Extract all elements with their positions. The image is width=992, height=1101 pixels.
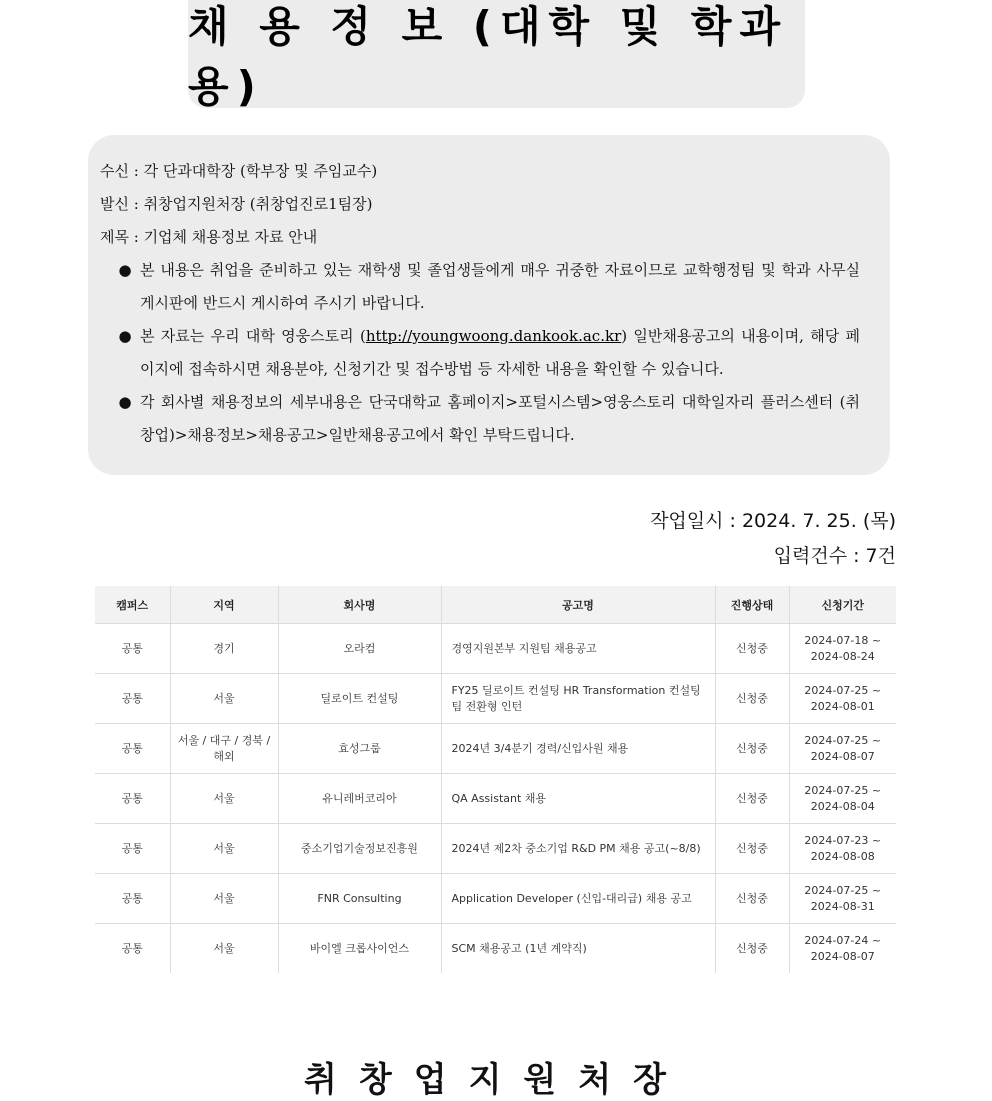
period-cell: 2024-07-25 ~ 2024-08-01 — [789, 674, 896, 724]
bullet-dot: ● — [118, 261, 132, 279]
title-banner — [188, 0, 805, 111]
company-cell: 오라컴 — [278, 624, 441, 674]
status-cell: 신청중 — [715, 824, 789, 874]
bullet-text — [140, 320, 870, 386]
bullet-dot: ● — [118, 393, 132, 411]
region-cell: 서울 — [170, 874, 278, 924]
company-cell: 딜로이트 컨설팅 — [278, 674, 441, 724]
sender-line: 발신 : 취창업지원처장 (취창업진로1팀장) — [100, 195, 373, 213]
campus-cell: 공통 — [95, 774, 170, 824]
status-cell: 신청중 — [715, 874, 789, 924]
region-cell: 경기 — [170, 624, 278, 674]
recipient-line: 수신 : 각 단과대학장 (학부장 및 주임교수) — [100, 162, 378, 180]
header-period: 신청기간 — [789, 586, 896, 624]
company-cell: 효성그룹 — [278, 724, 441, 774]
status-cell: 신청중 — [715, 924, 789, 974]
campus-cell: 공통 — [95, 624, 170, 674]
company-cell: 유니레버코리아 — [278, 774, 441, 824]
region-cell: 서울 — [170, 924, 278, 974]
subject-line: 제목 : 기업체 채용정보 자료 안내 — [100, 228, 318, 246]
campus-cell: 공통 — [95, 924, 170, 974]
notice-bullet — [100, 320, 870, 386]
region-cell: 서울 / 대구 / 경북 / 해외 — [170, 724, 278, 774]
posting-title-cell[interactable]: 2024년 3/4분기 경력/신입사원 채용 — [441, 724, 715, 774]
campus-cell: 공통 — [95, 824, 170, 874]
posting-title-cell[interactable]: QA Assistant 채용 — [441, 774, 715, 824]
campus-cell: 공통 — [95, 874, 170, 924]
company-cell: FNR Consulting — [278, 874, 441, 924]
campus-cell: 공통 — [95, 724, 170, 774]
period-cell: 2024-07-24 ~ 2024-08-07 — [804, 933, 882, 963]
status-cell: 신청중 — [715, 624, 789, 674]
header-region: 지역 — [170, 586, 278, 624]
notice-box — [88, 135, 890, 475]
status-cell: 신청중 — [715, 774, 789, 824]
page-title: 채 용 정 보 (대학 및 학과용) — [188, 2, 789, 111]
youngwoong-link[interactable]: http://youngwoong.dankook.ac.kr — [365, 327, 622, 345]
table-row[interactable] — [95, 724, 896, 774]
notice-bullet — [100, 254, 870, 320]
posting-title-cell[interactable]: FY25 딜로이트 컨설팅 HR Transformation 컨설팅팀 전환형 인턴 — [441, 674, 715, 724]
period-cell: 2024-07-25 ~ 2024-08-31 — [789, 874, 896, 924]
header-status: 진행상태 — [715, 586, 789, 624]
header-company: 회사명 — [278, 586, 441, 624]
posting-title-cell[interactable]: SCM 채용공고 (1년 계약직) — [441, 924, 715, 974]
job-table — [95, 586, 896, 973]
posting-title-cell[interactable]: Application Developer (신입-대리급) 채용 공고 — [441, 874, 715, 924]
company-cell: 바이엘 크롭사이언스 — [278, 924, 441, 974]
bullet-text: 각 회사별 채용정보의 세부내용은 단국대학교 홈페이지>포털시스템>영웅스토리 대학일자리 플러스센터 (취창업)>채용정보>채용공고>일반채용공고에서 확인 부탁드립니다. — [140, 393, 860, 444]
table-row[interactable] — [95, 874, 896, 924]
table-row[interactable] — [95, 774, 896, 824]
campus-cell: 공통 — [95, 674, 170, 724]
period-cell: 2024-07-25 ~ 2024-08-04 — [789, 774, 896, 824]
bullet-text-post: ) 일반채용공고의 내용이며, 해당 페이지에 접속하시면 채용분야, 신청기간 및 접수방법 등 자세한 내용을 확인할 수 있습니다. — [140, 327, 860, 378]
period-cell: 2024-07-18 ~ 2024-08-24 — [789, 624, 896, 674]
period-cell: 2024-07-23 ~ 2024-08-08 — [789, 824, 896, 874]
work-date: 작업일시 : 2024. 7. 25. (목) — [650, 510, 896, 532]
table-row[interactable] — [95, 624, 896, 674]
region-cell: 서울 — [170, 674, 278, 724]
table-row[interactable] — [95, 924, 896, 974]
bullet-dot: ● — [118, 327, 132, 345]
entry-count: 입력건수 : 7건 — [773, 545, 896, 567]
region-cell: 서울 — [170, 774, 278, 824]
bullet-text: 본 내용은 취업을 준비하고 있는 재학생 및 졸업생들에게 매우 귀중한 자료이므로 교학행정팀 및 학과 사무실 게시판에 반드시 게시하여 주시기 바랍니다. — [140, 261, 860, 312]
notice-bullet — [100, 386, 870, 452]
posting-title-cell[interactable]: 2024년 제2차 중소기업 R&D PM 채용 공고(~8/8) — [441, 824, 715, 874]
footer-signature: 취창업지원처장 — [304, 1060, 688, 1100]
status-cell: 신청중 — [715, 724, 789, 774]
company-cell: 중소기업기술정보진흥원 — [278, 824, 441, 874]
region-cell: 서울 — [170, 824, 278, 874]
table-row[interactable] — [95, 824, 896, 874]
table-header-row — [95, 586, 896, 624]
bullet-text-pre: 본 자료는 우리 대학 영웅스토리 ( — [140, 327, 366, 345]
header-campus: 캠퍼스 — [95, 586, 170, 624]
posting-title-cell[interactable]: 경영지원본부 지원팀 채용공고 — [441, 624, 715, 674]
period-cell: 2024-07-25 ~ 2024-08-07 — [789, 724, 896, 774]
table-row[interactable] — [95, 674, 896, 724]
header-posting: 공고명 — [441, 586, 715, 624]
status-cell: 신청중 — [715, 674, 789, 724]
